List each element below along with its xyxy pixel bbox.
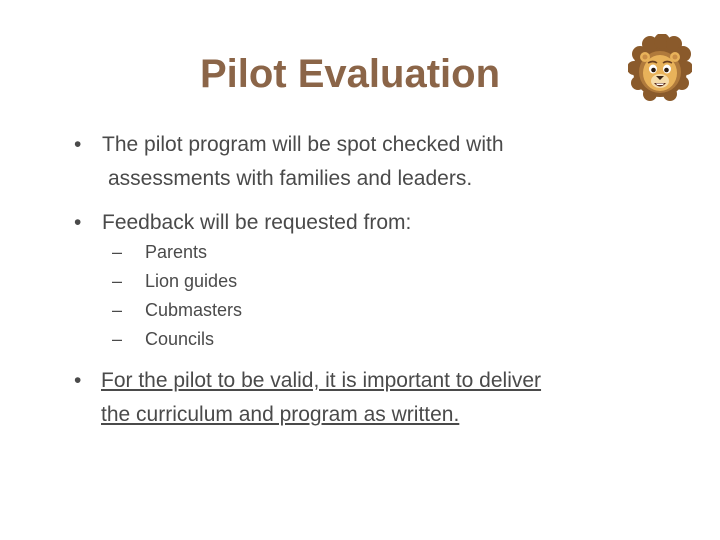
list-item <box>112 325 242 354</box>
list-item <box>112 296 242 325</box>
bullet-marker: • <box>74 211 82 234</box>
bullet-spot-check <box>74 128 504 196</box>
underlined-bullet-text: the curriculum and program as written. <box>101 403 460 426</box>
bullet-text: Feedback will be requested from: <box>102 211 412 234</box>
dash-marker: – <box>112 300 123 320</box>
dash-marker: – <box>112 242 123 262</box>
list-item-label: Councils <box>145 329 215 349</box>
dash-marker: – <box>112 271 123 291</box>
list-item-label: Lion guides <box>145 271 238 291</box>
list-item <box>112 238 242 267</box>
bullet-text: assessments with families and leaders. <box>108 167 473 190</box>
bullet-marker: • <box>74 369 82 392</box>
bullet-feedback <box>74 206 411 240</box>
lion-mascot-icon <box>628 34 692 106</box>
bullet-validity <box>74 364 541 432</box>
list-item <box>112 267 242 296</box>
list-item-label: Cubmasters <box>145 300 243 320</box>
dash-marker: – <box>112 329 123 349</box>
feedback-sources-list <box>112 238 242 354</box>
underlined-bullet-text: For the pilot to be valid, it is important to deliver <box>101 369 542 392</box>
bullet-text: The pilot program will be spot checked with <box>102 133 504 156</box>
bullet-marker: • <box>74 133 82 156</box>
page-title: Pilot Evaluation <box>199 52 501 96</box>
list-item-label: Parents <box>145 242 208 262</box>
